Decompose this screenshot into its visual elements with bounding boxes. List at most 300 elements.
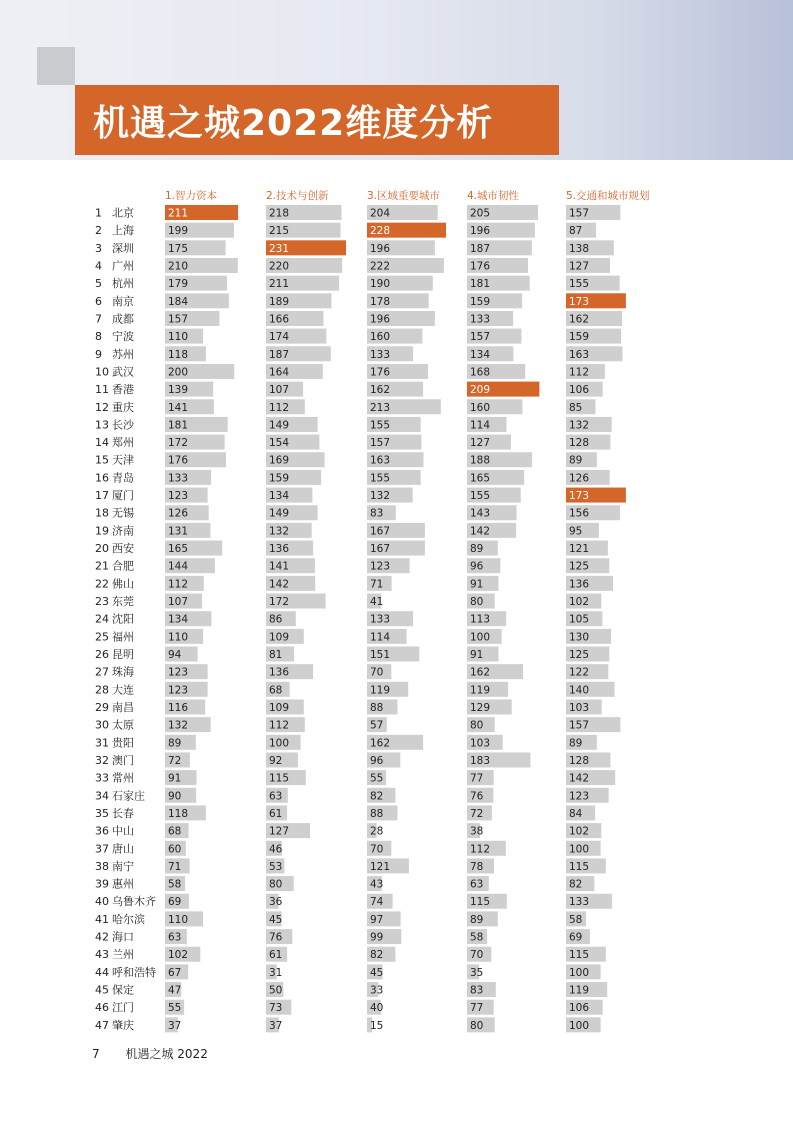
value-label: 106 <box>569 384 590 397</box>
value-label: 196 <box>470 225 491 238</box>
rank-label: 12 <box>95 400 109 414</box>
value-label: 154 <box>269 437 290 450</box>
city-label: 西安 <box>112 542 134 556</box>
value-label: 100 <box>569 843 590 856</box>
value-label: 169 <box>269 454 290 467</box>
value-label: 123 <box>168 684 189 697</box>
city-label: 北京 <box>112 206 134 220</box>
value-label: 173 <box>569 490 590 503</box>
value-label: 70 <box>370 666 384 679</box>
city-label: 重庆 <box>112 400 134 414</box>
value-label: 91 <box>470 649 484 661</box>
value-label: 35 <box>470 966 484 979</box>
value-label: 211 <box>168 207 189 220</box>
rank-label: 29 <box>95 700 109 714</box>
value-label: 179 <box>168 278 189 291</box>
rank-label: 40 <box>95 895 109 909</box>
value-label: 72 <box>470 807 484 820</box>
value-label: 213 <box>370 401 391 414</box>
value-label: 133 <box>569 896 590 909</box>
value-label: 228 <box>370 225 391 238</box>
value-label: 72 <box>168 754 182 767</box>
rank-label: 27 <box>95 665 109 679</box>
value-label: 102 <box>569 825 590 838</box>
value-label: 200 <box>168 366 189 379</box>
value-label: 118 <box>168 348 189 361</box>
city-label: 中山 <box>112 824 134 838</box>
value-label: 143 <box>470 507 491 520</box>
rank-label: 10 <box>95 365 109 379</box>
rank-label: 24 <box>95 612 109 626</box>
value-label: 80 <box>269 878 283 891</box>
value-label: 77 <box>470 1002 484 1015</box>
value-label: 157 <box>168 313 189 326</box>
value-label: 149 <box>269 507 290 520</box>
value-label: 89 <box>168 737 182 750</box>
rank-label: 23 <box>95 595 109 609</box>
value-label: 38 <box>470 825 484 838</box>
city-label: 成都 <box>112 312 134 326</box>
city-label: 哈尔滨 <box>112 912 145 926</box>
value-label: 204 <box>370 207 391 220</box>
rank-label: 47 <box>95 1018 109 1032</box>
value-label: 36 <box>269 896 283 909</box>
value-label: 91 <box>168 772 182 785</box>
city-label: 大连 <box>112 683 134 697</box>
value-label: 220 <box>269 260 290 273</box>
value-label: 165 <box>168 543 189 556</box>
value-label: 33 <box>370 984 384 997</box>
value-label: 155 <box>370 419 391 432</box>
value-label: 159 <box>569 331 590 344</box>
value-label: 37 <box>168 1019 182 1032</box>
city-label: 青岛 <box>112 471 134 485</box>
value-label: 84 <box>569 807 583 820</box>
value-label: 189 <box>269 295 290 308</box>
value-label: 115 <box>569 860 590 873</box>
value-label: 81 <box>269 649 283 661</box>
value-label: 210 <box>168 260 189 273</box>
value-label: 70 <box>370 843 384 856</box>
value-label: 157 <box>569 719 590 732</box>
value-label: 55 <box>168 1002 182 1015</box>
series-header: 1.智力资本 <box>165 190 218 202</box>
value-label: 97 <box>370 913 384 926</box>
rank-label: 8 <box>95 330 102 344</box>
series-header: 5.交通和城市规划 <box>566 190 650 202</box>
rank-label: 1 <box>95 206 102 220</box>
page-title: 机遇之城2022维度分析 <box>93 102 494 144</box>
value-label: 58 <box>470 931 484 944</box>
value-label: 174 <box>269 331 290 344</box>
rank-label: 33 <box>95 771 109 785</box>
value-label: 102 <box>569 596 590 609</box>
rank-label: 18 <box>95 506 109 520</box>
value-label: 119 <box>569 984 590 997</box>
value-label: 31 <box>269 966 283 979</box>
rank-label: 6 <box>95 294 102 308</box>
page-footer <box>92 1045 208 1062</box>
value-label: 83 <box>470 984 484 997</box>
value-label: 95 <box>569 525 583 538</box>
city-label: 乌鲁木齐 <box>112 895 156 909</box>
value-label: 100 <box>470 631 491 644</box>
value-label: 110 <box>168 331 189 344</box>
rank-label: 4 <box>95 259 102 273</box>
value-label: 123 <box>370 560 391 573</box>
value-label: 57 <box>370 719 384 732</box>
value-label: 99 <box>370 931 384 944</box>
city-label: 保定 <box>112 983 134 997</box>
value-label: 163 <box>569 348 590 361</box>
value-label: 126 <box>569 472 590 485</box>
value-label: 127 <box>269 825 290 838</box>
city-label: 澳门 <box>112 753 134 767</box>
rank-label: 39 <box>95 877 109 891</box>
value-label: 215 <box>269 225 290 238</box>
value-label: 76 <box>269 931 283 944</box>
value-label: 136 <box>269 543 290 556</box>
rank-label: 14 <box>95 436 109 450</box>
value-label: 126 <box>168 507 189 520</box>
series-header: 3.区域重要城市 <box>367 190 441 202</box>
city-label: 香港 <box>112 383 134 397</box>
value-label: 133 <box>470 313 491 326</box>
value-label: 47 <box>168 984 182 997</box>
city-label: 东莞 <box>112 595 134 609</box>
value-label: 196 <box>370 242 391 255</box>
value-label: 63 <box>168 931 182 944</box>
city-label: 长沙 <box>112 418 134 432</box>
value-label: 123 <box>168 490 189 503</box>
value-label: 134 <box>269 490 290 503</box>
value-label: 115 <box>269 772 290 785</box>
value-label: 45 <box>370 966 384 979</box>
rank-label: 9 <box>95 347 102 361</box>
value-label: 121 <box>370 860 391 873</box>
value-label: 105 <box>569 613 590 626</box>
value-label: 114 <box>470 419 491 432</box>
value-label: 133 <box>168 472 189 485</box>
city-label: 太原 <box>112 718 134 732</box>
city-label: 呼和浩特 <box>112 965 156 979</box>
value-label: 118 <box>168 807 189 820</box>
city-label: 南宁 <box>112 859 134 873</box>
value-label: 162 <box>370 384 391 397</box>
value-label: 131 <box>168 525 189 538</box>
rank-label: 5 <box>95 277 102 291</box>
value-label: 89 <box>470 913 484 926</box>
value-label: 141 <box>269 560 290 573</box>
city-label: 唐山 <box>112 842 134 856</box>
value-label: 82 <box>370 949 384 962</box>
value-label: 162 <box>470 666 491 679</box>
city-label: 无锡 <box>112 506 134 520</box>
rank-label: 21 <box>95 559 109 573</box>
rank-label: 15 <box>95 453 109 467</box>
value-label: 92 <box>269 754 283 767</box>
value-label: 43 <box>370 878 384 891</box>
value-label: 149 <box>269 419 290 432</box>
value-label: 172 <box>269 596 290 609</box>
value-label: 188 <box>470 454 491 467</box>
rank-label: 37 <box>95 842 109 856</box>
value-label: 15 <box>370 1019 384 1032</box>
value-label: 142 <box>470 525 491 538</box>
value-label: 122 <box>569 666 590 679</box>
rank-label: 20 <box>95 542 109 556</box>
value-label: 181 <box>168 419 189 432</box>
value-label: 109 <box>269 631 290 644</box>
city-label: 常州 <box>112 771 134 785</box>
value-label: 231 <box>269 242 290 255</box>
value-label: 123 <box>168 666 189 679</box>
value-label: 142 <box>269 578 290 591</box>
value-label: 106 <box>569 1002 590 1015</box>
value-label: 89 <box>569 737 583 750</box>
value-label: 181 <box>470 278 491 291</box>
value-label: 82 <box>370 790 384 803</box>
value-label: 68 <box>168 825 182 838</box>
value-label: 130 <box>569 631 590 644</box>
value-label: 196 <box>370 313 391 326</box>
value-label: 86 <box>269 613 283 626</box>
city-label: 昆明 <box>112 648 134 661</box>
publication-name: 机遇之城 2022 <box>125 1047 208 1061</box>
rank-label: 26 <box>95 648 109 661</box>
value-label: 67 <box>168 966 182 979</box>
value-label: 144 <box>168 560 189 573</box>
value-label: 178 <box>370 295 391 308</box>
rank-label: 42 <box>95 930 109 944</box>
value-label: 114 <box>370 631 391 644</box>
value-label: 132 <box>269 525 290 538</box>
value-label: 134 <box>470 348 491 361</box>
value-label: 134 <box>168 613 189 626</box>
value-label: 125 <box>569 649 590 661</box>
value-label: 173 <box>569 295 590 308</box>
value-label: 125 <box>569 560 590 573</box>
value-label: 80 <box>470 719 484 732</box>
value-label: 71 <box>370 578 384 591</box>
city-label: 深圳 <box>112 241 134 255</box>
series-header: 4.城市韧性 <box>467 190 520 202</box>
value-label: 112 <box>269 401 290 414</box>
value-label: 58 <box>168 878 182 891</box>
value-label: 155 <box>569 278 590 291</box>
value-label: 136 <box>569 578 590 591</box>
rank-label: 17 <box>95 489 109 503</box>
value-label: 115 <box>569 949 590 962</box>
city-label: 武汉 <box>112 365 134 379</box>
value-label: 151 <box>370 649 391 661</box>
value-label: 100 <box>569 1019 590 1032</box>
value-label: 140 <box>569 684 590 697</box>
value-label: 199 <box>168 225 189 238</box>
value-label: 112 <box>269 719 290 732</box>
value-label: 157 <box>569 207 590 220</box>
value-label: 187 <box>470 242 491 255</box>
value-label: 160 <box>370 331 391 344</box>
rank-label: 7 <box>95 312 102 326</box>
value-label: 28 <box>370 825 384 838</box>
city-label: 福州 <box>112 630 134 644</box>
value-label: 68 <box>269 684 283 697</box>
value-label: 157 <box>470 331 491 344</box>
value-label: 138 <box>569 242 590 255</box>
value-label: 69 <box>168 896 182 909</box>
value-label: 71 <box>168 860 182 873</box>
value-label: 139 <box>168 384 189 397</box>
rank-label: 44 <box>95 965 109 979</box>
value-label: 113 <box>470 613 491 626</box>
value-label: 112 <box>470 843 491 856</box>
value-label: 141 <box>168 401 189 414</box>
city-label: 沈阳 <box>112 612 134 626</box>
value-label: 176 <box>370 366 391 379</box>
value-label: 160 <box>470 401 491 414</box>
value-label: 45 <box>269 913 283 926</box>
value-label: 156 <box>569 507 590 520</box>
value-label: 116 <box>168 701 189 714</box>
value-label: 136 <box>269 666 290 679</box>
value-label: 61 <box>269 807 283 820</box>
value-label: 119 <box>370 684 391 697</box>
value-label: 87 <box>569 225 583 238</box>
value-label: 80 <box>470 596 484 609</box>
value-label: 115 <box>470 896 491 909</box>
value-label: 132 <box>370 490 391 503</box>
value-label: 61 <box>269 949 283 962</box>
value-label: 176 <box>470 260 491 273</box>
value-label: 103 <box>470 737 491 750</box>
city-label: 上海 <box>112 224 134 238</box>
value-label: 166 <box>269 313 290 326</box>
value-label: 142 <box>569 772 590 785</box>
value-label: 60 <box>168 843 182 856</box>
value-label: 88 <box>370 701 384 714</box>
value-label: 88 <box>370 807 384 820</box>
value-label: 133 <box>370 613 391 626</box>
value-label: 107 <box>168 596 189 609</box>
value-label: 96 <box>370 754 384 767</box>
rank-label: 28 <box>95 683 109 697</box>
value-label: 163 <box>370 454 391 467</box>
value-label: 109 <box>269 701 290 714</box>
value-label: 110 <box>168 913 189 926</box>
value-label: 172 <box>168 437 189 450</box>
rank-label: 13 <box>95 418 109 432</box>
value-label: 77 <box>470 772 484 785</box>
series-header: 2.技术与创新 <box>266 190 329 202</box>
value-label: 40 <box>370 1002 384 1015</box>
value-label: 41 <box>370 596 384 609</box>
value-label: 132 <box>168 719 189 732</box>
city-label: 天津 <box>112 453 134 467</box>
rank-label: 30 <box>95 718 109 732</box>
value-label: 85 <box>569 401 583 414</box>
value-label: 155 <box>370 472 391 485</box>
value-label: 133 <box>370 348 391 361</box>
value-label: 123 <box>569 790 590 803</box>
value-label: 164 <box>269 366 290 379</box>
value-label: 37 <box>269 1019 283 1032</box>
value-label: 211 <box>269 278 290 291</box>
value-label: 76 <box>470 790 484 803</box>
value-label: 90 <box>168 790 182 803</box>
value-label: 121 <box>569 543 590 556</box>
value-label: 69 <box>569 931 583 944</box>
value-label: 91 <box>470 578 484 591</box>
value-label: 159 <box>470 295 491 308</box>
city-label: 杭州 <box>112 277 134 291</box>
value-label: 102 <box>168 949 189 962</box>
value-label: 73 <box>269 1002 283 1015</box>
city-label: 合肥 <box>112 559 134 573</box>
value-label: 112 <box>569 366 590 379</box>
value-label: 58 <box>569 913 583 926</box>
value-label: 112 <box>168 578 189 591</box>
value-label: 46 <box>269 843 283 856</box>
value-label: 155 <box>470 490 491 503</box>
rank-label: 19 <box>95 524 109 538</box>
value-label: 83 <box>370 507 384 520</box>
rank-label: 43 <box>95 948 109 962</box>
rank-label: 41 <box>95 912 109 926</box>
value-label: 127 <box>569 260 590 273</box>
value-label: 94 <box>168 649 182 661</box>
value-label: 55 <box>370 772 384 785</box>
value-label: 78 <box>470 860 484 873</box>
value-label: 128 <box>569 754 590 767</box>
value-label: 63 <box>470 878 484 891</box>
rank-label: 38 <box>95 859 109 873</box>
value-label: 82 <box>569 878 583 891</box>
city-label: 惠州 <box>112 877 134 891</box>
value-label: 162 <box>569 313 590 326</box>
value-label: 222 <box>370 260 391 273</box>
value-label: 119 <box>470 684 491 697</box>
rank-label: 36 <box>95 824 109 838</box>
value-label: 184 <box>168 295 189 308</box>
rank-label: 11 <box>95 383 109 397</box>
city-label: 宁波 <box>112 330 134 344</box>
rank-label: 32 <box>95 753 109 767</box>
value-label: 175 <box>168 242 189 255</box>
rank-label: 45 <box>95 983 109 997</box>
city-label: 珠海 <box>112 665 134 679</box>
city-label: 佛山 <box>112 577 134 591</box>
value-label: 183 <box>470 754 491 767</box>
value-label: 162 <box>370 737 391 750</box>
page-number: 7 <box>92 1047 100 1061</box>
rank-label: 25 <box>95 630 109 644</box>
rank-label: 35 <box>95 806 109 820</box>
value-label: 190 <box>370 278 391 291</box>
city-label: 兰州 <box>112 948 134 962</box>
city-label: 广州 <box>112 259 134 273</box>
city-label: 南昌 <box>112 700 134 714</box>
value-label: 107 <box>269 384 290 397</box>
value-label: 129 <box>470 701 491 714</box>
rank-label: 31 <box>95 736 109 750</box>
rank-label: 16 <box>95 471 109 485</box>
value-label: 176 <box>168 454 189 467</box>
value-label: 167 <box>370 525 391 538</box>
value-label: 165 <box>470 472 491 485</box>
value-label: 50 <box>269 984 283 997</box>
city-label: 长春 <box>112 806 134 820</box>
